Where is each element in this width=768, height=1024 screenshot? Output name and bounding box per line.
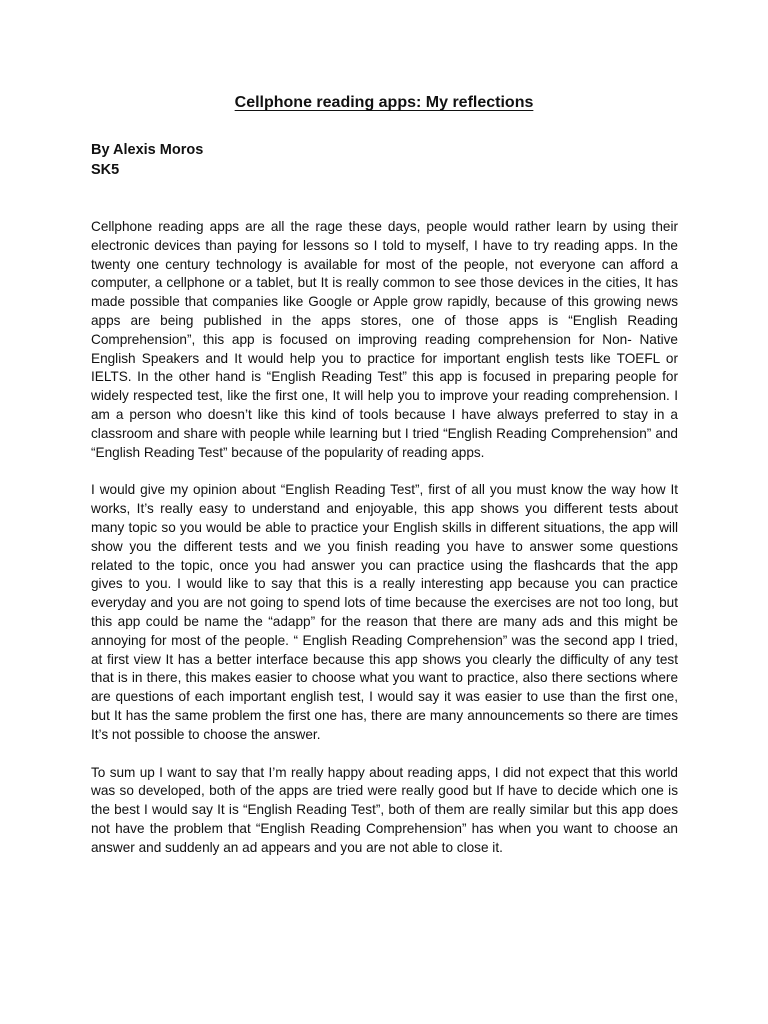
paragraph-opinion: I would give my opinion about “English Reading Test”, first of all you must know the way how It works, It’s really easy to understand and enjoyable, this app shows you different tests about many topic so you would be able to practice your English skills in different situations, the app will show you the different tests and we you finish reading you have to answer some questions related to the topic, once you had answer you can practice using the flashcards that the app gives to you. I would like to say that this is a really interesting app because you can practice everyday and you are not going to spend lots of time because the exercises are not too long, but this app could be name the “adapp” for the reason that there are many ads and this might be annoying for most of the people. “ English Reading Comprehension” was the second app I tried, at first view It has a better interface because this app shows you clearly the difficulty of any test that is in there, this makes easier to choose what you want to practice, also there sections where are questions of each important english test, I would say it was easier to use than the first one, but It has the same problem the first one has, there are many announcements so there are times It’s not possible to choose the answer.	[91, 482, 678, 742]
author-line: By Alexis Moros	[91, 142, 204, 158]
document-body	[91, 218, 678, 877]
document-title: Cellphone reading apps: My reflections	[234, 94, 534, 111]
byline	[91, 140, 203, 180]
group-line: SK5	[91, 162, 120, 178]
paragraph-intro: Cellphone reading apps are all the rage these days, people would rather learn by using their electronic devices than paying for lessons so I told to myself, I have to try reading apps. In the twenty one century technology is available for most of the people, not everyone can afford a computer, a cellphone or a tablet, but It is really common to see those devices in the cities, It has made possible that companies like Google or Apple grow rapidly, because of this growing news apps are being published in the apps stores, one of those apps is “English Reading Comprehension”, this app is focused on improving reading comprehension for Non- Native English Speakers and It would help you to practice for important english tests like TOEFL or IELTS. In the other hand is “English Reading Test” this app is focused in preparing people for widely respected test, like the first one, It will help you to improve your reading comprehension. I am a person who doesn’t like this kind of tools because I have always preferred to stay in a classroom and share with people while learning but I tried “English Reading Comprehension” and “English Reading Test” because of the popularity of reading apps.	[91, 219, 678, 460]
paragraph-conclusion: To sum up I want to say that I’m really happy about reading apps, I did not expect that this world was so developed, both of the apps are tried were really good but If have to decide which one is the best I would say It is “English Reading Test”, both of them are really similar but this app does not have the problem that “English Reading Comprehension” has when you want to choose an answer and suddenly an ad appears and you are not able to close it.	[91, 764, 678, 855]
